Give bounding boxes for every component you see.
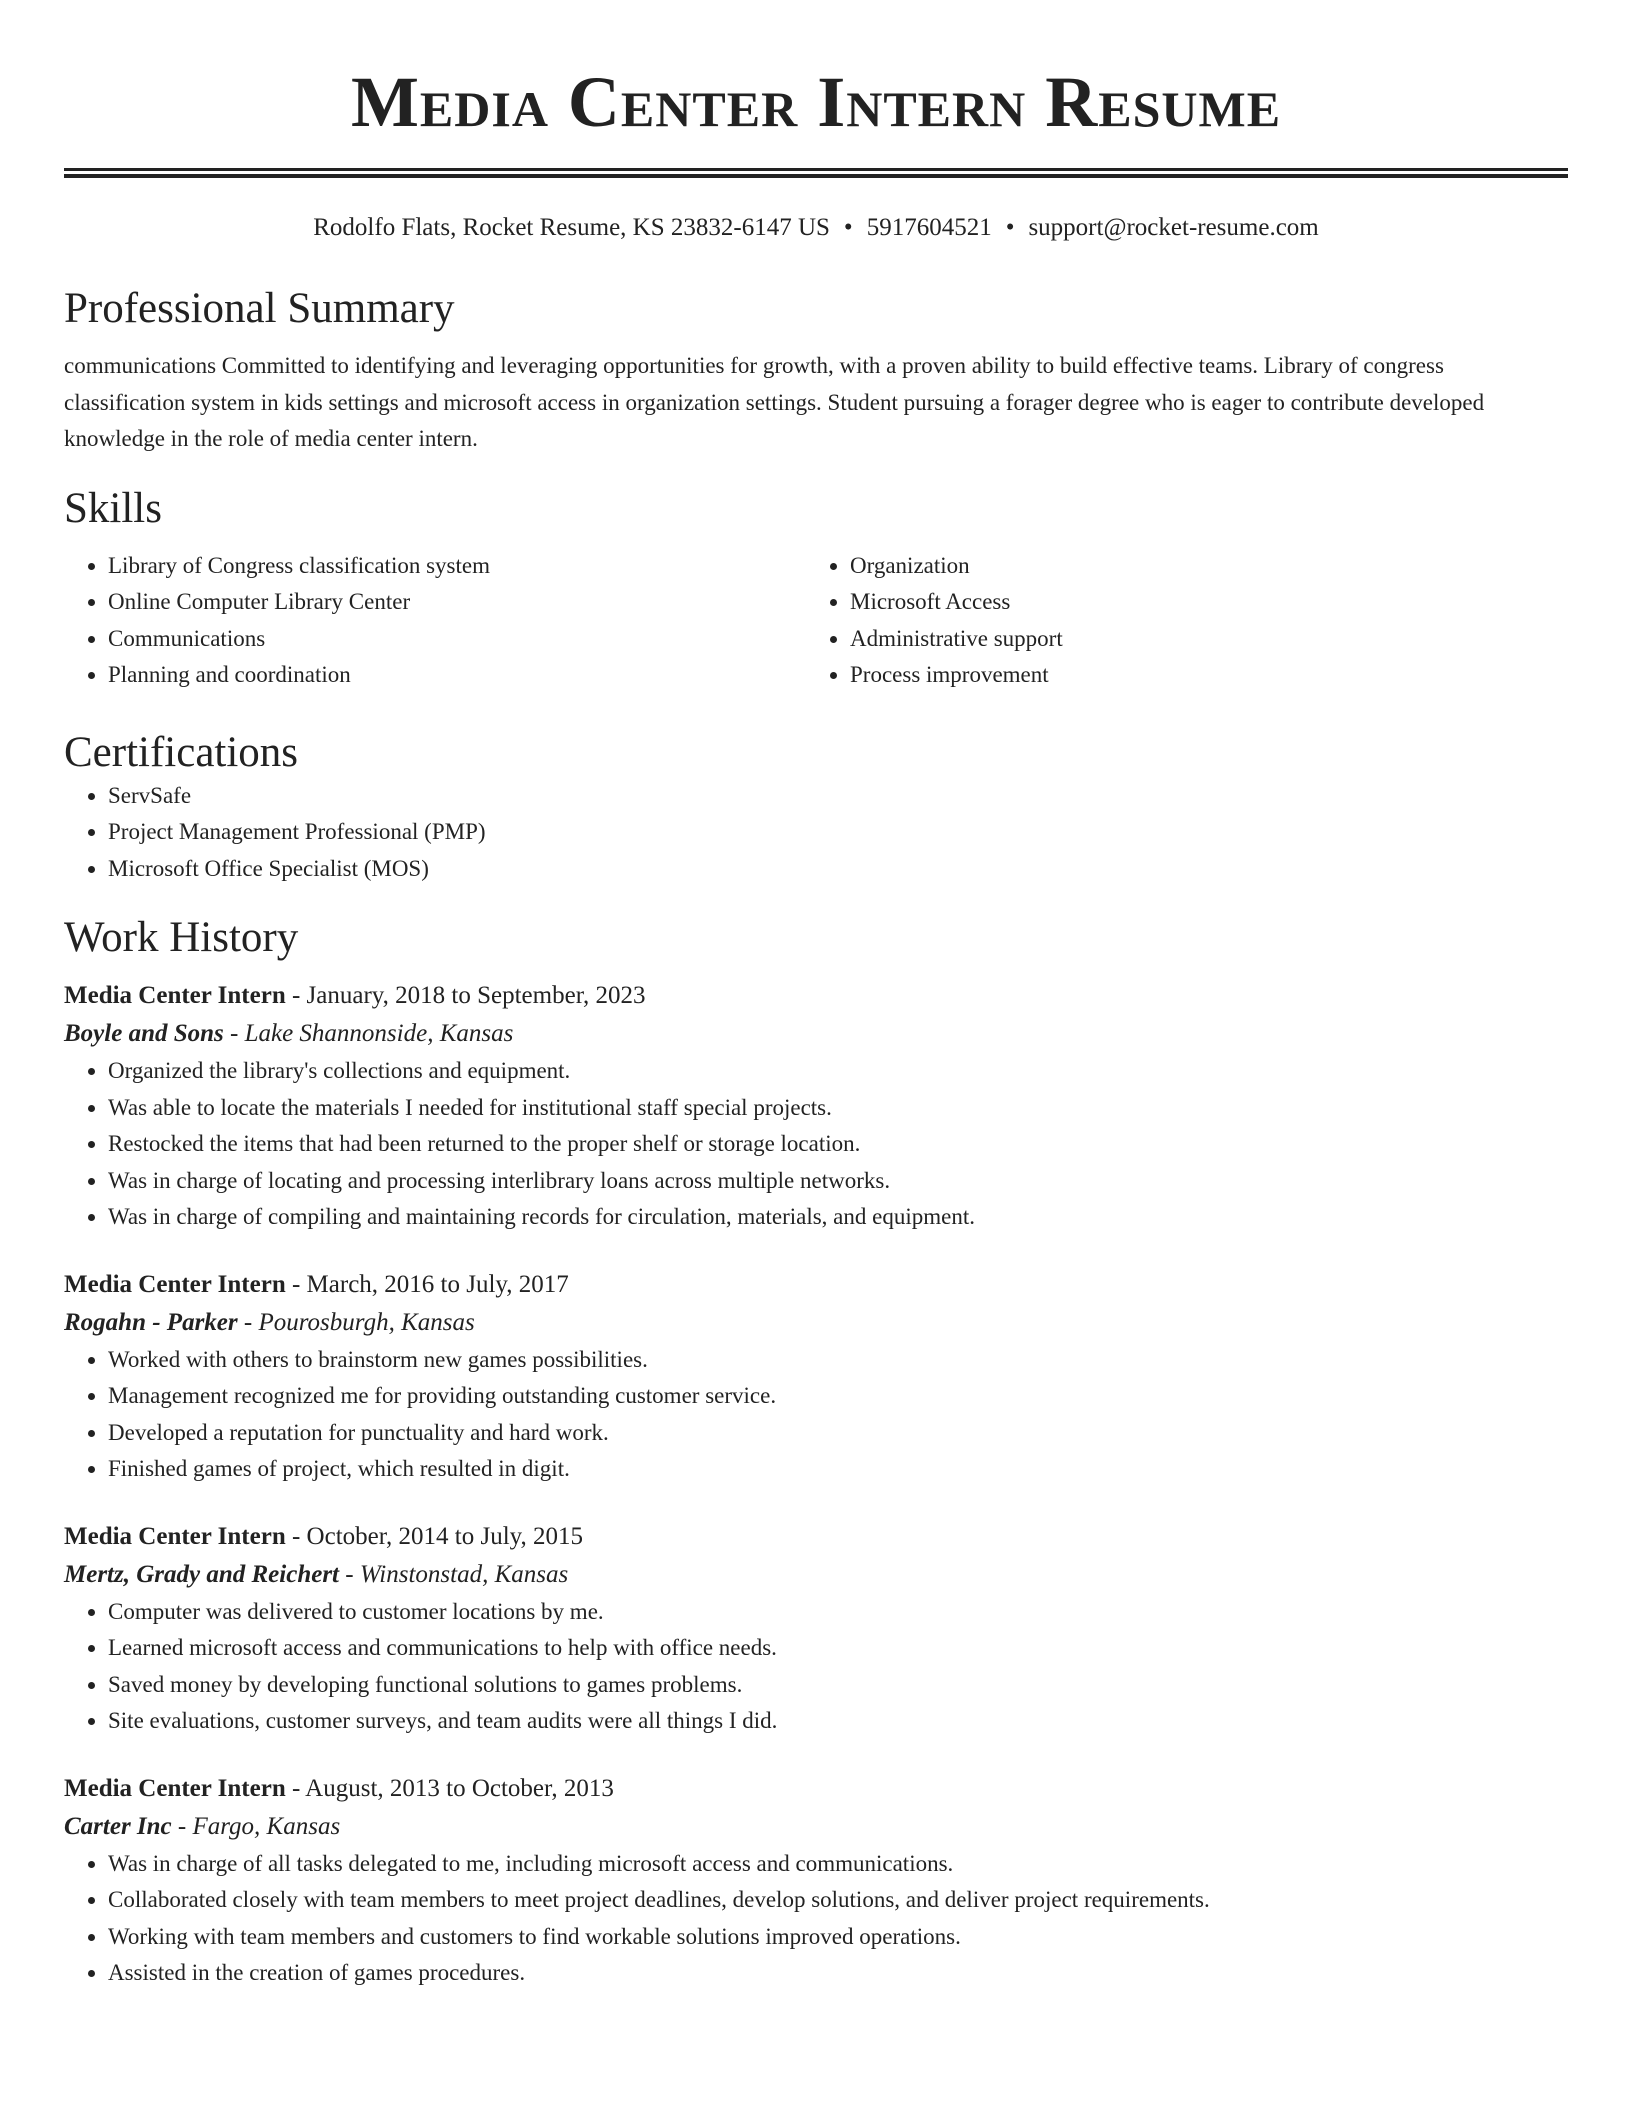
contact-line [64, 212, 1568, 244]
job-duty: • Was in charge of locating and processing interlibrary loans across multiple networks. [108, 1163, 1568, 1200]
job-entry [64, 1266, 1568, 1488]
contact-separator: • [1005, 214, 1015, 241]
job-dates: - October, 2014 to July, 2015 [285, 1522, 584, 1550]
job-role: Media Center Intern [64, 1270, 286, 1298]
job-duties-list [64, 1342, 1568, 1488]
job-company: Carter Inc [64, 1812, 172, 1840]
job-duty: • Site evaluations, customer surveys, and team audits were all things I did. [108, 1703, 1568, 1740]
job-duty: • Was in charge of compiling and maintaining records for circulation, materials, and equipment. [108, 1199, 1568, 1236]
summary-text: communications Committed to identifying and leveraging opportunities for growth, with a proven ability to build effective teams. Library of congress classification system in kids settings and microsoft access in organization settings. Student pursuing a forager degree who is eager to contribute developed knowledge in the role of media center intern. [64, 353, 1485, 451]
job-dates: - January, 2018 to September, 2023 [285, 982, 646, 1009]
job-header [64, 1518, 1568, 1556]
certifications-heading: Certifications [64, 728, 299, 776]
job-duty: • Organized the library's collections and equipment. [108, 1053, 1568, 1090]
skill-item: • Process improvement [850, 657, 1548, 694]
job-company: Rogahn - Parker [64, 1308, 238, 1336]
skill-item: • Planning and coordination [108, 657, 806, 694]
skill-item: • Microsoft Access [850, 584, 1548, 621]
job-company: Mertz, Grady and Reichert [64, 1560, 339, 1588]
job-duty: • Worked with others to brainstorm new games possibilities. [108, 1342, 1568, 1379]
job-role: Media Center Intern [64, 982, 286, 1009]
job-entry [64, 1770, 1568, 1992]
certifications-list [64, 778, 1568, 888]
job-location: - Lake Shannonside, Kansas [223, 1020, 514, 1047]
job-duties-list [64, 1846, 1568, 1992]
skill-item: • Administrative support [850, 621, 1548, 658]
job-role: Media Center Intern [64, 1522, 286, 1550]
job-duty: • Collaborated closely with team members to meet project deadlines, develop solutions, and deliver project requirements. [108, 1882, 1568, 1919]
summary-heading: Professional Summary [64, 285, 455, 332]
job-employer [64, 1808, 1568, 1846]
job-employer [64, 1556, 1568, 1594]
job-employer [64, 1304, 1568, 1342]
skills-heading: Skills [64, 484, 162, 532]
job-duty: • Working with team members and customers to find workable solutions improved operations. [108, 1919, 1568, 1956]
skills-list-left [64, 548, 806, 694]
certification-item: • ServSafe [108, 778, 1568, 815]
job-duties-list [64, 1053, 1568, 1236]
job-employer [64, 1015, 1568, 1053]
job-duty: • Restocked the items that had been returned to the proper shelf or storage location. [108, 1126, 1568, 1163]
page-title: Media Center Intern Resume [350, 62, 1282, 142]
job-duty: • Assisted in the creation of games procedures. [108, 1955, 1568, 1992]
job-role: Media Center Intern [64, 1774, 286, 1802]
job-duty: • Computer was delivered to customer locations by me. [108, 1594, 1568, 1631]
contact-separator: • [843, 214, 853, 241]
job-duty: • Developed a reputation for punctuality and hard work. [108, 1415, 1568, 1452]
skills-column-right [806, 548, 1548, 694]
job-location: - Fargo, Kansas [171, 1812, 341, 1840]
job-location: - Winstonstad, Kansas [339, 1560, 569, 1588]
certification-item: • Project Management Professional (PMP) [108, 814, 1568, 851]
skills-column-left [64, 548, 806, 694]
contact-phone: 5917604521 [866, 214, 992, 241]
skill-item: • Library of Congress classification system [108, 548, 806, 585]
skills-list-right [806, 548, 1548, 694]
job-company: Boyle and Sons [64, 1020, 224, 1047]
contact-email: support@rocket-resume.com [1028, 214, 1319, 241]
job-header [64, 977, 1568, 1015]
work-history-heading: Work History [64, 914, 299, 961]
skills-grid [64, 548, 1568, 694]
job-duty: • Saved money by developing functional solutions to games problems. [108, 1667, 1568, 1704]
job-duties-list [64, 1594, 1568, 1740]
contact-address: Rodolfo Flats, Rocket Resume, KS 23832-6147 US [313, 214, 830, 241]
job-dates: - March, 2016 to July, 2017 [285, 1270, 569, 1298]
job-header [64, 1266, 1568, 1304]
job-entry [64, 1518, 1568, 1740]
job-duty: • Was in charge of all tasks delegated to me, including microsoft access and communications. [108, 1846, 1568, 1883]
job-duty: • Finished games of project, which resulted in digit. [108, 1451, 1568, 1488]
certification-item: • Microsoft Office Specialist (MOS) [108, 851, 1568, 888]
job-header [64, 1770, 1568, 1808]
job-dates: - August, 2013 to October, 2013 [285, 1774, 614, 1802]
resume-document [64, 0, 1568, 1992]
skill-item: • Organization [850, 548, 1548, 585]
title-double-rule [64, 168, 1568, 178]
skill-item: • Online Computer Library Center [108, 584, 806, 621]
job-duty: • Was able to locate the materials I needed for institutional staff special projects. [108, 1090, 1568, 1127]
job-location: - Pourosburgh, Kansas [237, 1308, 475, 1336]
skill-item: • Communications [108, 621, 806, 658]
job-entry [64, 977, 1568, 1236]
job-duty: • Learned microsoft access and communications to help with office needs. [108, 1630, 1568, 1667]
job-duty: • Management recognized me for providing outstanding customer service. [108, 1378, 1568, 1415]
